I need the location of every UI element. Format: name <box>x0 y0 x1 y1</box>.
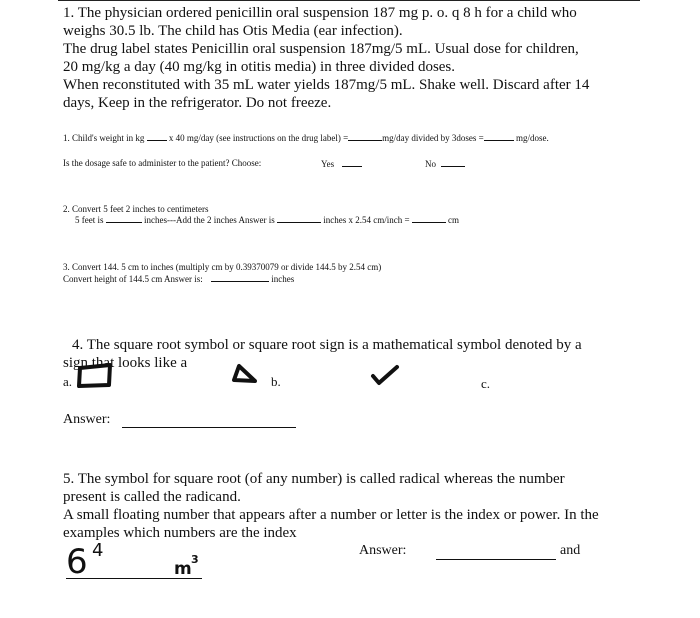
q1-line-3: The drug label states Penicillin oral suspension 187mg/5 mL. Usual dose for children, <box>63 41 579 57</box>
q1-line-2: weighs 30.5 lb. The child has Otis Media (ear infection). <box>63 23 403 39</box>
q4-option-a-label: a. <box>63 374 73 389</box>
example-6-base: 6 <box>66 542 88 582</box>
q1-calc-a: 1. Child's weight in kg <box>63 133 145 143</box>
q1-calc-d: mg/dose. <box>516 133 549 143</box>
q2-c: inches x 2.54 cm/inch = <box>323 215 410 225</box>
q3-text: Convert height of 144.5 cm Answer is: <box>63 274 203 284</box>
no-label: No <box>425 159 436 169</box>
q5-answer-blank[interactable] <box>436 558 556 560</box>
yes-label: Yes <box>321 159 335 169</box>
q2-a: 5 feet is <box>75 215 104 225</box>
q2-calc-line <box>75 214 459 226</box>
q4-answer-blank[interactable] <box>122 426 296 428</box>
q5-answer-label: Answer: <box>359 543 407 558</box>
q5-line-4: examples which numbers are the index <box>63 525 297 541</box>
q1-line-6: days, Keep in the refrigerator. Do not freeze. <box>63 95 332 111</box>
total-inches-blank[interactable] <box>277 214 321 223</box>
q5-line-3: A small floating number that appears after a number or letter is the index or power. In the <box>63 507 599 523</box>
q2-title: 2. Convert 5 feet 2 inches to centimeters <box>63 204 209 214</box>
q1-calc-b: x 40 mg/day (see instructions on the drug label) = <box>168 133 349 143</box>
yes-blank[interactable] <box>342 158 362 167</box>
cm-blank[interactable] <box>412 214 446 223</box>
q1-yes-option[interactable] <box>321 158 362 170</box>
q4-line-2: sign that looks like a <box>63 355 188 371</box>
q1-line-5: When reconstituted with 35 mL water yields 187mg/5 mL. Shake well. Discard after 14 <box>63 77 590 93</box>
q4-option-b-label: b. <box>271 374 281 389</box>
feet-inches-blank[interactable] <box>106 214 142 223</box>
q1-safe-question: Is the dosage safe to administer to the patient? Choose: <box>63 158 262 168</box>
q1-calc-line <box>63 132 549 144</box>
example-underline <box>66 577 202 579</box>
q4-line-1: 4. The square root symbol or square root sign is a mathematical symbol denoted by a <box>72 337 582 353</box>
q5-line-2: present is called the radicand. <box>63 489 241 505</box>
q2-b: inches---Add the 2 inches Answer is <box>144 215 275 225</box>
mg-day-blank[interactable] <box>348 132 382 141</box>
example-6-exponent: 4 <box>92 540 104 561</box>
q5-line-1: 5. The symbol for square root (of any number) is called radical whereas the number <box>63 471 565 487</box>
q3-unit: inches <box>271 274 295 284</box>
q5-and-label: and <box>560 543 581 558</box>
top-rule <box>58 0 640 1</box>
delta-symbol-icon[interactable] <box>231 362 261 386</box>
q2-d: cm <box>448 215 460 225</box>
q3-line-1: 3. Convert 144. 5 cm to inches (multiply cm by 0.39370079 or divide 144.5 by 2.54 cm) <box>63 262 382 272</box>
inches-answer-blank[interactable] <box>211 273 269 282</box>
no-blank[interactable] <box>441 158 465 167</box>
example-m-base: m <box>174 559 192 579</box>
q1-calc-c: mg/day divided by 3doses = <box>382 133 484 143</box>
checkmark-symbol-icon[interactable] <box>370 364 400 386</box>
mg-dose-blank[interactable] <box>484 132 514 141</box>
q1-line-4: 20 mg/kg a day (40 mg/kg in otitis media) in three divided doses. <box>63 59 456 75</box>
q1-no-option[interactable] <box>425 158 465 170</box>
weight-kg-blank[interactable] <box>147 132 167 141</box>
q3-line-2 <box>63 273 294 285</box>
q4-option-c-label: c. <box>481 376 491 391</box>
square-symbol-icon[interactable] <box>76 362 116 388</box>
example-m-exponent: 3 <box>191 553 199 566</box>
q1-line-1: 1. The physician ordered penicillin oral suspension 187 mg p. o. q 8 h for a child who <box>63 5 577 21</box>
q4-answer-label: Answer: <box>63 412 111 427</box>
